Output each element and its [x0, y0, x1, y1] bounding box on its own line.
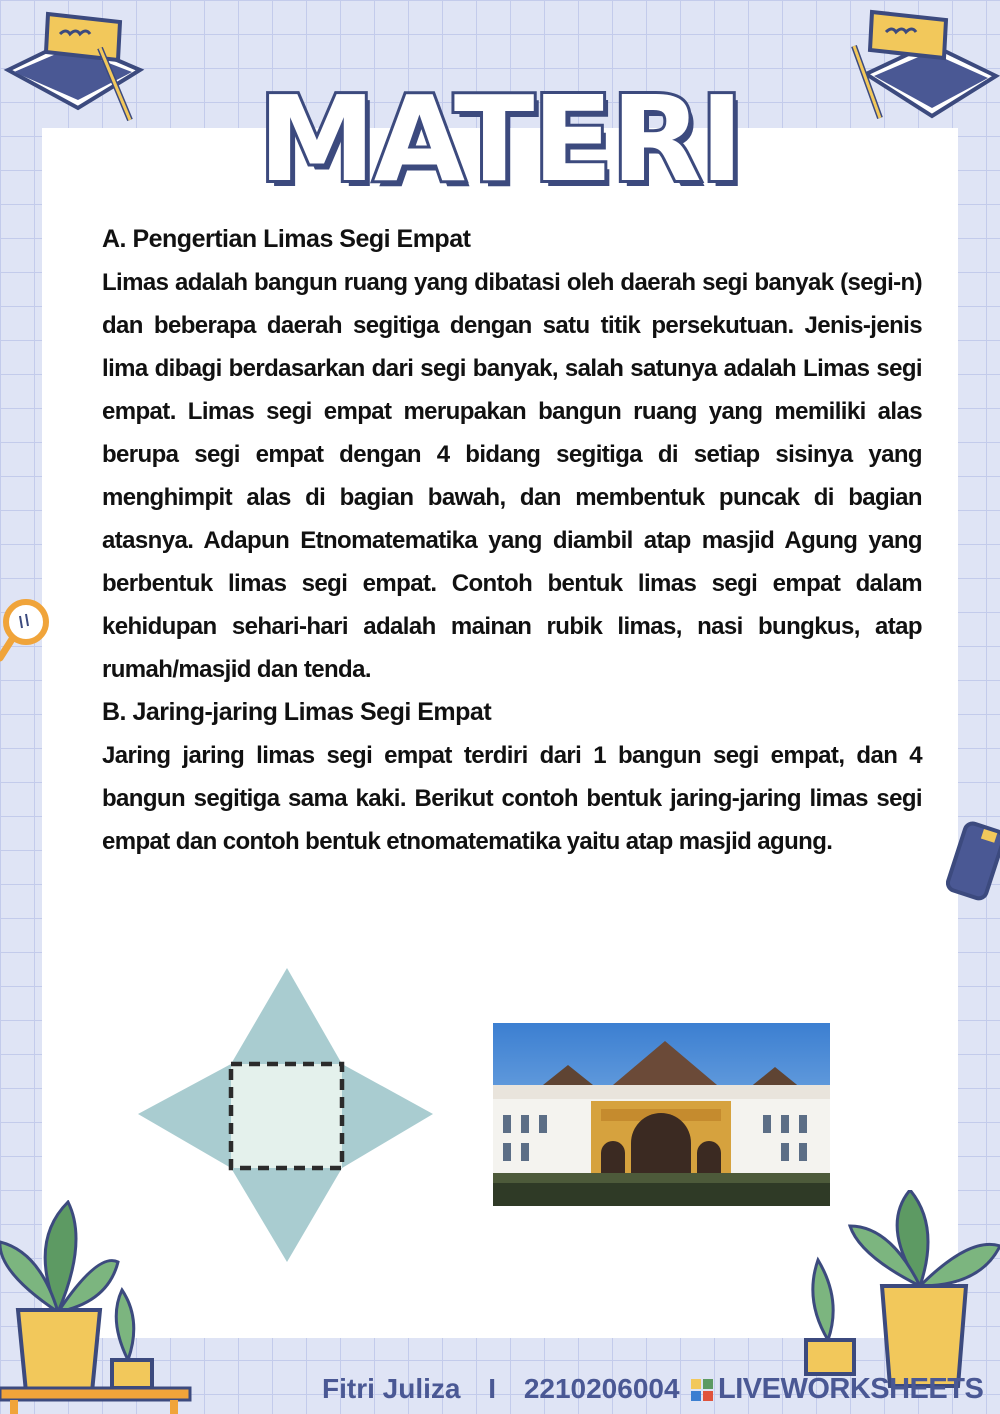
- net-triangle-left: [138, 1064, 231, 1168]
- net-triangle-right: [342, 1064, 433, 1168]
- masjid-agung-photo: [493, 1023, 830, 1206]
- net-triangle-bottom: [231, 1168, 342, 1262]
- net-base-square: [231, 1064, 342, 1168]
- liveworksheets-watermark: [690, 1373, 983, 1406]
- student-id: 2210206004: [523, 1373, 680, 1404]
- footer-separator: I: [488, 1373, 497, 1404]
- section-body: Limas adalah bangun ruang yang dibatasi oleh daerah segi banyak (segi-n) dan beberapa daerah segitiga dengan satu titik persekutuan. Jenis-jenis lima dibagi berdasarkan dari segi banyak, salah satunya adalah Limas segi empat. Limas segi empat merupakan bangun ruang yang memiliki alas berupa segi empat dengan 4 bidang segitiga di setiap sisinya yang menghimpit alas di bagian bawah, dan membentuk puncak di bagian atasnya. Adapun Etnomatematika yang diambil atap masjid Agung yang berbentuk limas segi empat. Contoh bentuk limas segi empat dalam kehidupan sehari-hari adalah mainan rubik limas, nasi bungkus, atap rumah/masjid dan tenda.: [102, 269, 922, 683]
- liveworksheets-logo-icon: [690, 1378, 714, 1402]
- section-pengertian: [102, 218, 922, 691]
- net-triangle-top: [231, 968, 342, 1064]
- footer-credit: [322, 1373, 680, 1405]
- author-name: Fitri Juliza: [322, 1373, 461, 1404]
- page-title: MATERI: [258, 70, 742, 208]
- magnifier-icon: [0, 596, 56, 666]
- section-body: Jaring jaring limas segi empat terdiri dari 1 bangun segi empat, dan 4 bangun segitiga sama kaki. Berikut contoh bentuk jaring-jaring limas segi empat dan contoh bentuk etnomatematika yaitu atap masjid agung.: [102, 742, 922, 855]
- section-heading: B. Jaring-jaring Limas Segi Empat: [102, 698, 492, 726]
- section-jaring-jaring: [102, 691, 922, 863]
- potted-plant-icon: [0, 1200, 200, 1414]
- book-icon: [946, 820, 1000, 906]
- section-heading: A. Pengertian Limas Segi Empat: [102, 225, 471, 253]
- watermark-text: LIVEWORKSHEETS: [718, 1373, 984, 1405]
- materi-content: [102, 218, 922, 863]
